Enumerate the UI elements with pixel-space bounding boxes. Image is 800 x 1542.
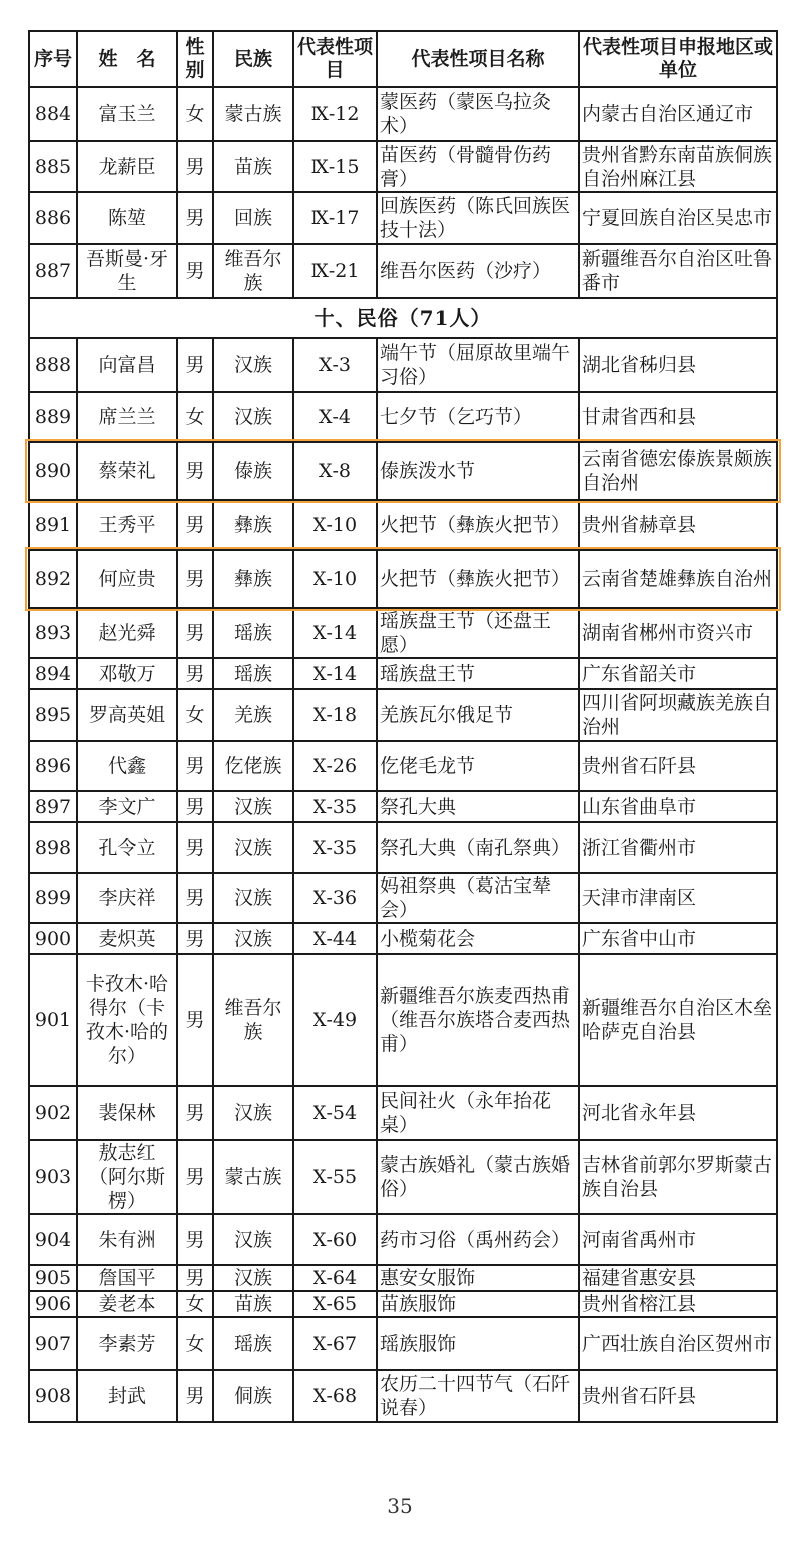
cell-gender: 女 bbox=[177, 87, 213, 141]
cell-project: 惠安女服饰 bbox=[377, 1265, 579, 1291]
cell-name: 李素芳 bbox=[77, 1317, 177, 1370]
cell-gender: 女 bbox=[177, 392, 213, 442]
cell-gender: 男 bbox=[177, 791, 213, 822]
cell-project: 农历二十四节气（石阡说春） bbox=[377, 1370, 579, 1422]
cell-no: 897 bbox=[29, 791, 77, 822]
header-area: 代表性项目申报地区或单位 bbox=[579, 31, 777, 87]
table-row bbox=[29, 689, 777, 741]
cell-name: 卡孜木·哈得尔（卡孜木·哈的尔） bbox=[77, 954, 177, 1086]
cell-ethnicity: 汉族 bbox=[213, 873, 293, 923]
cell-project: 祭孔大典 bbox=[377, 791, 579, 822]
table-row bbox=[29, 1140, 777, 1214]
cell-project: 苗族服饰 bbox=[377, 1291, 579, 1317]
cell-gender: 男 bbox=[177, 923, 213, 954]
cell-area: 湖北省秭归县 bbox=[579, 338, 777, 392]
header-name: 姓 名 bbox=[77, 31, 177, 87]
cell-ethnicity: 汉族 bbox=[213, 1086, 293, 1140]
cell-project: 民间社火（永年抬花桌） bbox=[377, 1086, 579, 1140]
cell-name: 席兰兰 bbox=[77, 392, 177, 442]
cell-code: Ⅹ-18 bbox=[293, 689, 377, 741]
table-row bbox=[29, 954, 777, 1086]
cell-code: Ⅹ-54 bbox=[293, 1086, 377, 1140]
table-row bbox=[29, 1086, 777, 1140]
cell-name: 麦炽英 bbox=[77, 923, 177, 954]
cell-project: 火把节（彝族火把节） bbox=[377, 550, 579, 608]
cell-no: 905 bbox=[29, 1265, 77, 1291]
cell-area: 云南省楚雄彝族自治州 bbox=[579, 550, 777, 608]
cell-ethnicity: 汉族 bbox=[213, 791, 293, 822]
cell-no: 893 bbox=[29, 608, 77, 658]
cell-no: 908 bbox=[29, 1370, 77, 1422]
cell-name: 代鑫 bbox=[77, 741, 177, 791]
cell-gender: 男 bbox=[177, 954, 213, 1086]
cell-project: 药市习俗（禹州药会） bbox=[377, 1214, 579, 1265]
cell-area: 四川省阿坝藏族羌族自治州 bbox=[579, 689, 777, 741]
cell-area: 河南省禹州市 bbox=[579, 1214, 777, 1265]
cell-code: Ⅸ-15 bbox=[293, 141, 377, 192]
cell-name: 敖志红（阿尔斯楞） bbox=[77, 1140, 177, 1214]
cell-no: 886 bbox=[29, 192, 77, 244]
cell-no: 888 bbox=[29, 338, 77, 392]
cell-name: 李庆祥 bbox=[77, 873, 177, 923]
cell-name: 姜老本 bbox=[77, 1291, 177, 1317]
cell-project: 妈祖祭典（葛沽宝辇会） bbox=[377, 873, 579, 923]
cell-area: 贵州省黔东南苗族侗族自治州麻江县 bbox=[579, 141, 777, 192]
cell-code: Ⅹ-10 bbox=[293, 500, 377, 550]
cell-project: 瑶族盘王节 bbox=[377, 658, 579, 689]
table-body-top bbox=[29, 87, 777, 298]
table-row bbox=[29, 244, 777, 298]
table-row bbox=[29, 192, 777, 244]
page-number: 35 bbox=[387, 1494, 413, 1518]
cell-no: 885 bbox=[29, 141, 77, 192]
cell-code: Ⅹ-35 bbox=[293, 791, 377, 822]
cell-gender: 男 bbox=[177, 550, 213, 608]
cell-area: 宁夏回族自治区吴忠市 bbox=[579, 192, 777, 244]
cell-no: 892 bbox=[29, 550, 77, 608]
header-ethnicity: 民族 bbox=[213, 31, 293, 87]
cell-project: 回族医药（陈氏回族医技十法） bbox=[377, 192, 579, 244]
cell-gender: 男 bbox=[177, 192, 213, 244]
table-row bbox=[29, 923, 777, 954]
cell-code: Ⅹ-8 bbox=[293, 442, 377, 500]
cell-gender: 男 bbox=[177, 873, 213, 923]
table-row bbox=[29, 392, 777, 442]
table-row bbox=[29, 822, 777, 873]
cell-code: Ⅹ-55 bbox=[293, 1140, 377, 1214]
cell-gender: 男 bbox=[177, 244, 213, 298]
cell-area: 广东省中山市 bbox=[579, 923, 777, 954]
cell-area: 广西壮族自治区贺州市 bbox=[579, 1317, 777, 1370]
header-code: 代表性项目 bbox=[293, 31, 377, 87]
table-row bbox=[29, 1214, 777, 1265]
cell-no: 899 bbox=[29, 873, 77, 923]
cell-no: 902 bbox=[29, 1086, 77, 1140]
cell-ethnicity: 仡佬族 bbox=[213, 741, 293, 791]
cell-ethnicity: 蒙古族 bbox=[213, 87, 293, 141]
cell-gender: 男 bbox=[177, 658, 213, 689]
cell-code: Ⅹ-14 bbox=[293, 608, 377, 658]
cell-project: 仡佬毛龙节 bbox=[377, 741, 579, 791]
cell-gender: 男 bbox=[177, 1265, 213, 1291]
cell-no: 887 bbox=[29, 244, 77, 298]
cell-area: 新疆维吾尔自治区木垒哈萨克自治县 bbox=[579, 954, 777, 1086]
table-row bbox=[29, 1265, 777, 1291]
cell-area: 浙江省衢州市 bbox=[579, 822, 777, 873]
cell-ethnicity: 苗族 bbox=[213, 1291, 293, 1317]
cell-name: 向富昌 bbox=[77, 338, 177, 392]
cell-gender: 男 bbox=[177, 608, 213, 658]
cell-area: 贵州省石阡县 bbox=[579, 1370, 777, 1422]
cell-name: 赵光舜 bbox=[77, 608, 177, 658]
cell-code: Ⅹ-10 bbox=[293, 550, 377, 608]
cell-project: 祭孔大典（南孔祭典） bbox=[377, 822, 579, 873]
cell-project: 苗医药（骨髓骨伤药膏） bbox=[377, 141, 579, 192]
cell-ethnicity: 羌族 bbox=[213, 689, 293, 741]
cell-no: 906 bbox=[29, 1291, 77, 1317]
table-row bbox=[29, 741, 777, 791]
cell-no: 904 bbox=[29, 1214, 77, 1265]
section-body bbox=[29, 298, 777, 338]
cell-no: 895 bbox=[29, 689, 77, 741]
cell-gender: 男 bbox=[177, 1140, 213, 1214]
table-row bbox=[29, 873, 777, 923]
cell-code: Ⅹ-26 bbox=[293, 741, 377, 791]
cell-no: 884 bbox=[29, 87, 77, 141]
cell-gender: 男 bbox=[177, 338, 213, 392]
inheritor-table bbox=[28, 30, 778, 1423]
cell-name: 王秀平 bbox=[77, 500, 177, 550]
table-row bbox=[29, 550, 777, 608]
cell-no: 890 bbox=[29, 442, 77, 500]
cell-no: 896 bbox=[29, 741, 77, 791]
cell-project: 瑶族盘王节（还盘王愿） bbox=[377, 608, 579, 658]
cell-no: 898 bbox=[29, 822, 77, 873]
cell-name: 陈堃 bbox=[77, 192, 177, 244]
cell-code: Ⅹ-35 bbox=[293, 822, 377, 873]
cell-name: 何应贵 bbox=[77, 550, 177, 608]
cell-project: 七夕节（乞巧节） bbox=[377, 392, 579, 442]
cell-no: 900 bbox=[29, 923, 77, 954]
cell-ethnicity: 傣族 bbox=[213, 442, 293, 500]
cell-area: 吉林省前郭尔罗斯蒙古族自治县 bbox=[579, 1140, 777, 1214]
cell-area: 湖南省郴州市资兴市 bbox=[579, 608, 777, 658]
cell-no: 903 bbox=[29, 1140, 77, 1214]
cell-area: 河北省永年县 bbox=[579, 1086, 777, 1140]
cell-gender: 男 bbox=[177, 822, 213, 873]
cell-no: 891 bbox=[29, 500, 77, 550]
cell-code: Ⅹ-36 bbox=[293, 873, 377, 923]
cell-project: 蒙古族婚礼（蒙古族婚俗） bbox=[377, 1140, 579, 1214]
cell-name: 孔令立 bbox=[77, 822, 177, 873]
cell-area: 山东省曲阜市 bbox=[579, 791, 777, 822]
cell-ethnicity: 汉族 bbox=[213, 822, 293, 873]
cell-code: Ⅸ-17 bbox=[293, 192, 377, 244]
cell-project: 羌族瓦尔俄足节 bbox=[377, 689, 579, 741]
cell-name: 蔡荣礼 bbox=[77, 442, 177, 500]
cell-gender: 男 bbox=[177, 1086, 213, 1140]
table-row bbox=[29, 1370, 777, 1422]
table-row bbox=[29, 338, 777, 392]
table-row bbox=[29, 1317, 777, 1370]
cell-gender: 男 bbox=[177, 442, 213, 500]
cell-project: 傣族泼水节 bbox=[377, 442, 579, 500]
cell-gender: 男 bbox=[177, 141, 213, 192]
cell-code: Ⅹ-14 bbox=[293, 658, 377, 689]
cell-name: 封武 bbox=[77, 1370, 177, 1422]
cell-no: 907 bbox=[29, 1317, 77, 1370]
cell-area: 贵州省石阡县 bbox=[579, 741, 777, 791]
section-header-row bbox=[29, 298, 777, 338]
header-no: 序号 bbox=[29, 31, 77, 87]
cell-ethnicity: 汉族 bbox=[213, 1265, 293, 1291]
cell-gender: 男 bbox=[177, 1214, 213, 1265]
cell-ethnicity: 汉族 bbox=[213, 1214, 293, 1265]
cell-project: 瑶族服饰 bbox=[377, 1317, 579, 1370]
cell-area: 甘肃省西和县 bbox=[579, 392, 777, 442]
cell-gender: 男 bbox=[177, 1370, 213, 1422]
cell-project: 火把节（彝族火把节） bbox=[377, 500, 579, 550]
cell-no: 901 bbox=[29, 954, 77, 1086]
table-row bbox=[29, 500, 777, 550]
cell-project: 端午节（屈原故里端午习俗） bbox=[377, 338, 579, 392]
cell-project: 新疆维吾尔族麦西热甫（维吾尔族塔合麦西热甫） bbox=[377, 954, 579, 1086]
cell-area: 内蒙古自治区通辽市 bbox=[579, 87, 777, 141]
cell-code: Ⅹ-3 bbox=[293, 338, 377, 392]
cell-area: 云南省德宏傣族景颇族自治州 bbox=[579, 442, 777, 500]
header-gender: 性别 bbox=[177, 31, 213, 87]
cell-area: 贵州省赫章县 bbox=[579, 500, 777, 550]
cell-no: 889 bbox=[29, 392, 77, 442]
table-header-row bbox=[29, 31, 777, 87]
cell-project: 维吾尔医药（沙疗） bbox=[377, 244, 579, 298]
cell-ethnicity: 维吾尔族 bbox=[213, 244, 293, 298]
cell-ethnicity: 回族 bbox=[213, 192, 293, 244]
cell-ethnicity: 汉族 bbox=[213, 338, 293, 392]
cell-code: Ⅹ-4 bbox=[293, 392, 377, 442]
cell-code: Ⅸ-21 bbox=[293, 244, 377, 298]
cell-ethnicity: 汉族 bbox=[213, 923, 293, 954]
table-row bbox=[29, 791, 777, 822]
cell-gender: 女 bbox=[177, 1317, 213, 1370]
table-row bbox=[29, 141, 777, 192]
cell-name: 龙薪臣 bbox=[77, 141, 177, 192]
cell-name: 罗高英姐 bbox=[77, 689, 177, 741]
cell-ethnicity: 瑶族 bbox=[213, 608, 293, 658]
cell-ethnicity: 瑶族 bbox=[213, 1317, 293, 1370]
cell-ethnicity: 彝族 bbox=[213, 500, 293, 550]
cell-ethnicity: 侗族 bbox=[213, 1370, 293, 1422]
cell-name: 富玉兰 bbox=[77, 87, 177, 141]
cell-name: 邓敬万 bbox=[77, 658, 177, 689]
table-row bbox=[29, 442, 777, 500]
header-project: 代表性项目名称 bbox=[377, 31, 579, 87]
cell-name: 吾斯曼·牙生 bbox=[77, 244, 177, 298]
cell-ethnicity: 彝族 bbox=[213, 550, 293, 608]
cell-project: 小榄菊花会 bbox=[377, 923, 579, 954]
cell-code: Ⅹ-65 bbox=[293, 1291, 377, 1317]
cell-ethnicity: 苗族 bbox=[213, 141, 293, 192]
table-row bbox=[29, 658, 777, 689]
table-row bbox=[29, 608, 777, 658]
cell-gender: 女 bbox=[177, 689, 213, 741]
cell-gender: 女 bbox=[177, 1291, 213, 1317]
cell-area: 天津市津南区 bbox=[579, 873, 777, 923]
cell-ethnicity: 汉族 bbox=[213, 392, 293, 442]
cell-gender: 男 bbox=[177, 741, 213, 791]
cell-name: 詹国平 bbox=[77, 1265, 177, 1291]
cell-name: 裴保林 bbox=[77, 1086, 177, 1140]
table-row bbox=[29, 87, 777, 141]
cell-code: Ⅹ-49 bbox=[293, 954, 377, 1086]
cell-area: 贵州省榕江县 bbox=[579, 1291, 777, 1317]
cell-code: Ⅸ-12 bbox=[293, 87, 377, 141]
cell-gender: 男 bbox=[177, 500, 213, 550]
cell-ethnicity: 蒙古族 bbox=[213, 1140, 293, 1214]
cell-ethnicity: 维吾尔族 bbox=[213, 954, 293, 1086]
table-row bbox=[29, 1291, 777, 1317]
cell-code: Ⅹ-68 bbox=[293, 1370, 377, 1422]
cell-code: Ⅹ-60 bbox=[293, 1214, 377, 1265]
cell-code: Ⅹ-44 bbox=[293, 923, 377, 954]
table-body-bottom bbox=[29, 338, 777, 1422]
cell-no: 894 bbox=[29, 658, 77, 689]
cell-ethnicity: 瑶族 bbox=[213, 658, 293, 689]
cell-code: Ⅹ-64 bbox=[293, 1265, 377, 1291]
section-title: 十、民俗（71人） bbox=[29, 298, 777, 338]
cell-project: 蒙医药（蒙医乌拉灸术） bbox=[377, 87, 579, 141]
cell-code: Ⅹ-67 bbox=[293, 1317, 377, 1370]
cell-area: 福建省惠安县 bbox=[579, 1265, 777, 1291]
cell-area: 新疆维吾尔自治区吐鲁番市 bbox=[579, 244, 777, 298]
cell-name: 朱有洲 bbox=[77, 1214, 177, 1265]
cell-name: 李文广 bbox=[77, 791, 177, 822]
cell-area: 广东省韶关市 bbox=[579, 658, 777, 689]
